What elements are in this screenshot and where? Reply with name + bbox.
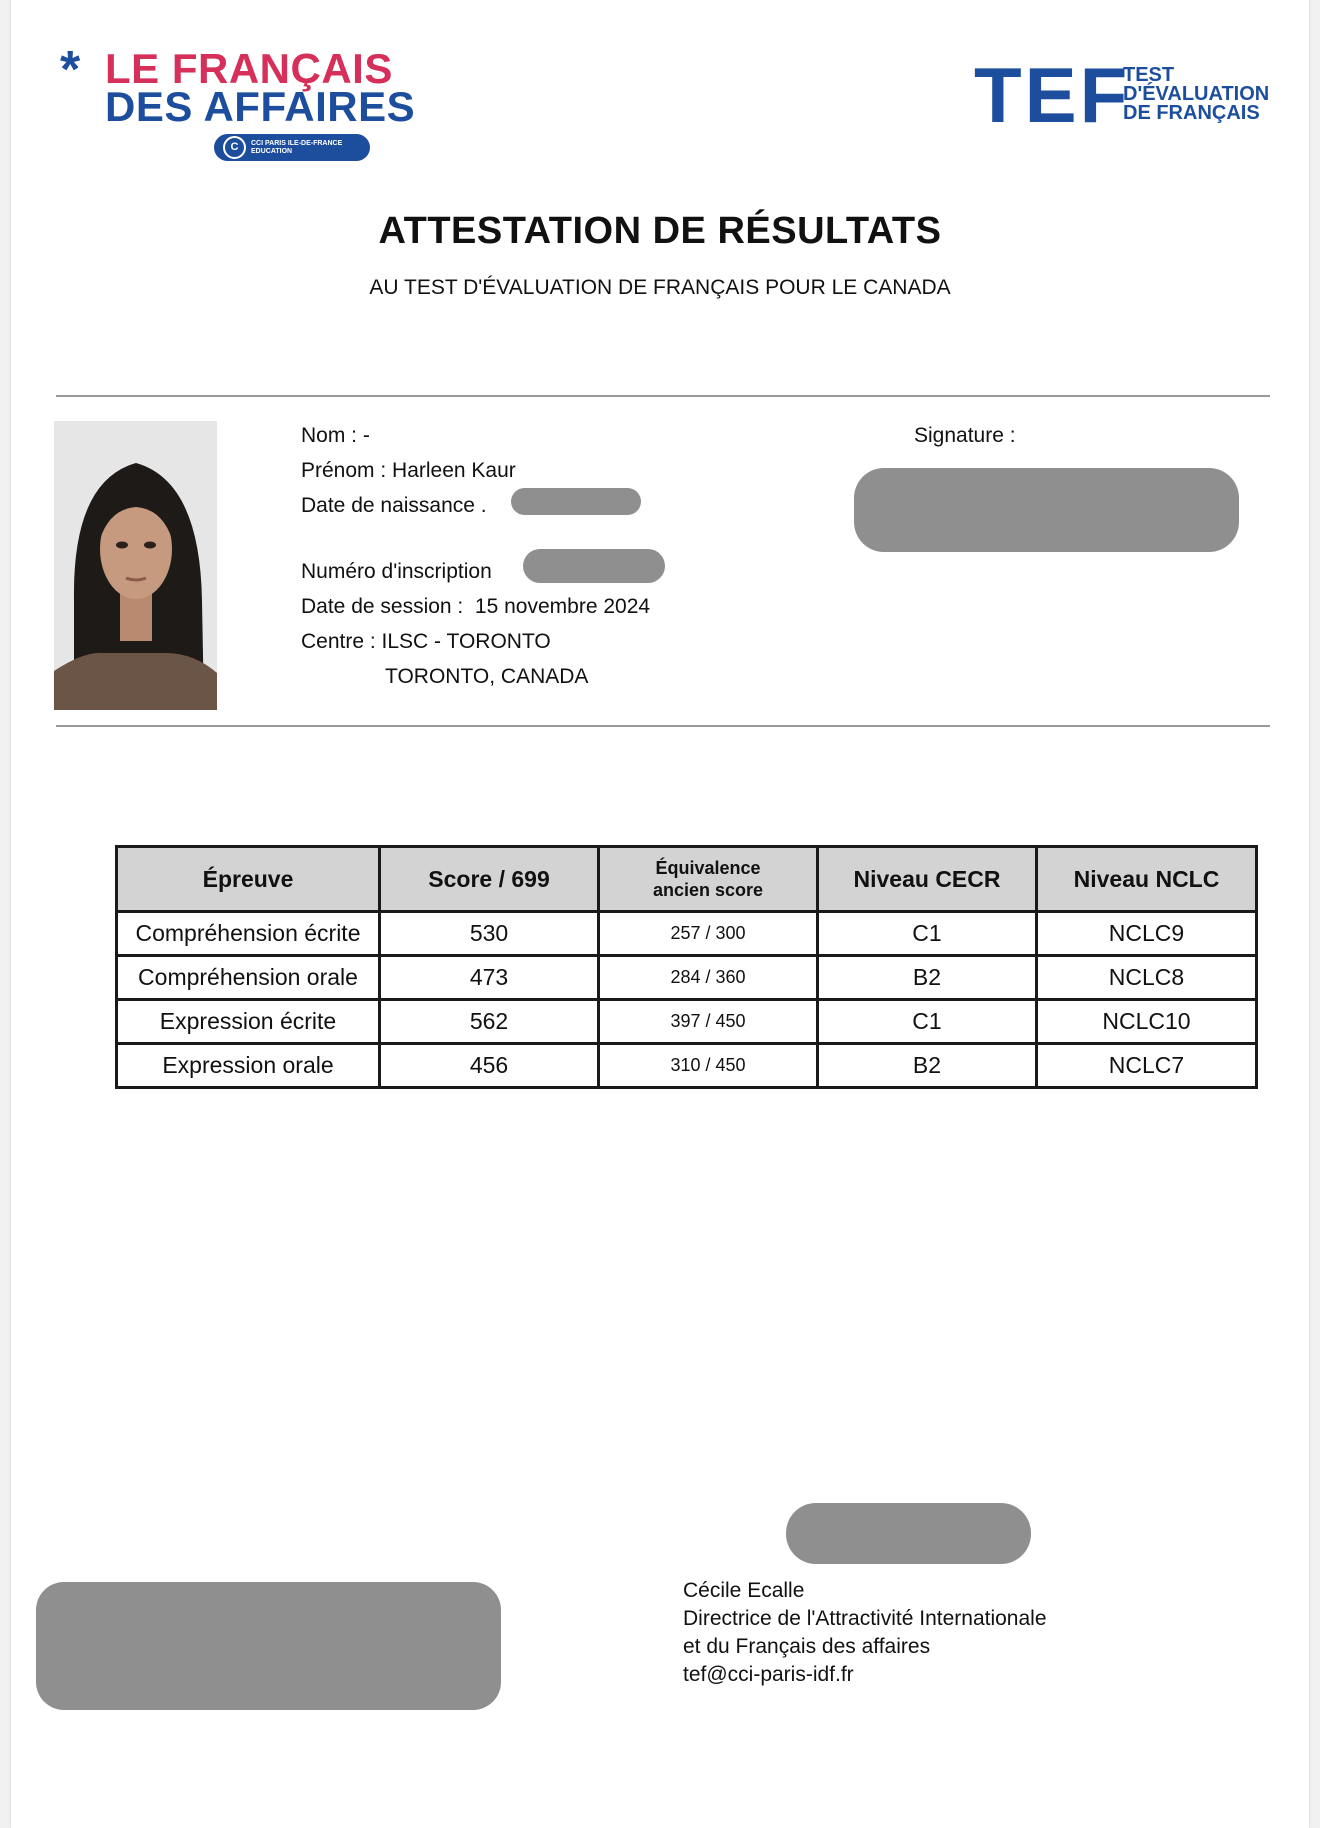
header-equivalence-line1: Équivalence [655,858,761,878]
cell-epreuve: Compréhension écrite [117,912,380,956]
logo-tef-caption [1123,66,1269,123]
cell-epreuve: Expression écrite [117,1000,380,1044]
field-centre: Centre : ILSC - TORONTO [301,630,551,653]
cell-cecr: B2 [818,956,1037,1000]
logo-tef-line2: D'ÉVALUATION [1123,83,1270,105]
field-prenom: Prénom : Harleen Kaur [301,459,516,482]
signatory-role-line2: et du Français des affaires [683,1635,931,1658]
person-portrait-icon [54,421,217,710]
candidate-photo [54,421,217,710]
document-title: ATTESTATION DE RÉSULTATS [378,210,942,252]
field-centre-city: TORONTO, CANADA [385,665,589,688]
cell-epreuve: Expression orale [117,1044,380,1088]
field-nom: Nom : - [301,424,370,447]
table-row [117,1000,1257,1044]
cell-cecr: C1 [818,912,1037,956]
cell-equivalence: 397 / 450 [599,1000,818,1044]
document-page [11,0,1309,1828]
header-equivalence [599,847,818,912]
cell-cecr: C1 [818,1000,1037,1044]
header-niveau-cecr: Niveau CECR [818,847,1037,912]
cci-badge-line1: CCI PARIS ILE-DE-FRANCE [251,139,343,147]
header-score: Score / 699 [380,847,599,912]
cell-nclc: NCLC10 [1037,1000,1257,1044]
table-row [117,912,1257,956]
cell-equivalence: 284 / 360 [599,956,818,1000]
logo-tef: TEF [974,51,1131,139]
cci-logo-icon: C [223,136,246,159]
cell-nclc: NCLC9 [1037,912,1257,956]
field-date-session: Date de session : 15 novembre 2024 [301,595,651,618]
signatory-email: tef@cci-paris-idf.fr [683,1663,854,1686]
redacted-date-naissance [511,488,641,515]
field-inscription-label: Numéro d'inscription [301,560,492,583]
table-row [117,1044,1257,1088]
cell-cecr: B2 [818,1044,1037,1088]
redacted-inscription [523,549,665,583]
cell-nclc: NCLC7 [1037,1044,1257,1088]
cell-score: 530 [380,912,599,956]
results-table [115,845,1258,1089]
table-header-row [117,847,1257,912]
logo-tef-line3: DE FRANÇAIS [1123,102,1260,124]
redacted-director-signature [786,1503,1031,1564]
logo-lfa-line2: DES AFFAIRES [105,83,416,130]
signatory-name: Cécile Ecalle [683,1579,805,1602]
cell-epreuve: Compréhension orale [117,956,380,1000]
header-niveau-nclc: Niveau NCLC [1037,847,1257,912]
cell-score: 473 [380,956,599,1000]
cell-nclc: NCLC8 [1037,956,1257,1000]
table-row [117,956,1257,1000]
signatory-block [683,1577,1047,1689]
header-equivalence-line2: ancien score [652,880,764,900]
cci-badge [214,134,370,161]
signature-label: Signature : [914,424,1016,447]
asterisk-icon: * [60,41,81,99]
document-subtitle: AU TEST D'ÉVALUATION DE FRANÇAIS POUR LE CANADA [369,276,951,299]
header-epreuve: Épreuve [117,847,380,912]
logo-lfa-line1: LE FRANÇAIS [105,45,393,92]
divider-bottom [56,725,1270,727]
field-date-naissance-label: Date de naissance . [301,494,487,517]
redacted-signature [854,468,1239,552]
cci-badge-line2: EDUCATION [251,147,293,155]
cell-score: 562 [380,1000,599,1044]
redacted-stamp [36,1582,501,1710]
divider-top [56,395,1270,397]
cell-equivalence: 310 / 450 [599,1044,818,1088]
cell-equivalence: 257 / 300 [599,912,818,956]
signatory-role-line1: Directrice de l'Attractivité Internationale [683,1607,1047,1630]
cell-score: 456 [380,1044,599,1088]
logo-tef-line1: TEST [1123,64,1175,86]
